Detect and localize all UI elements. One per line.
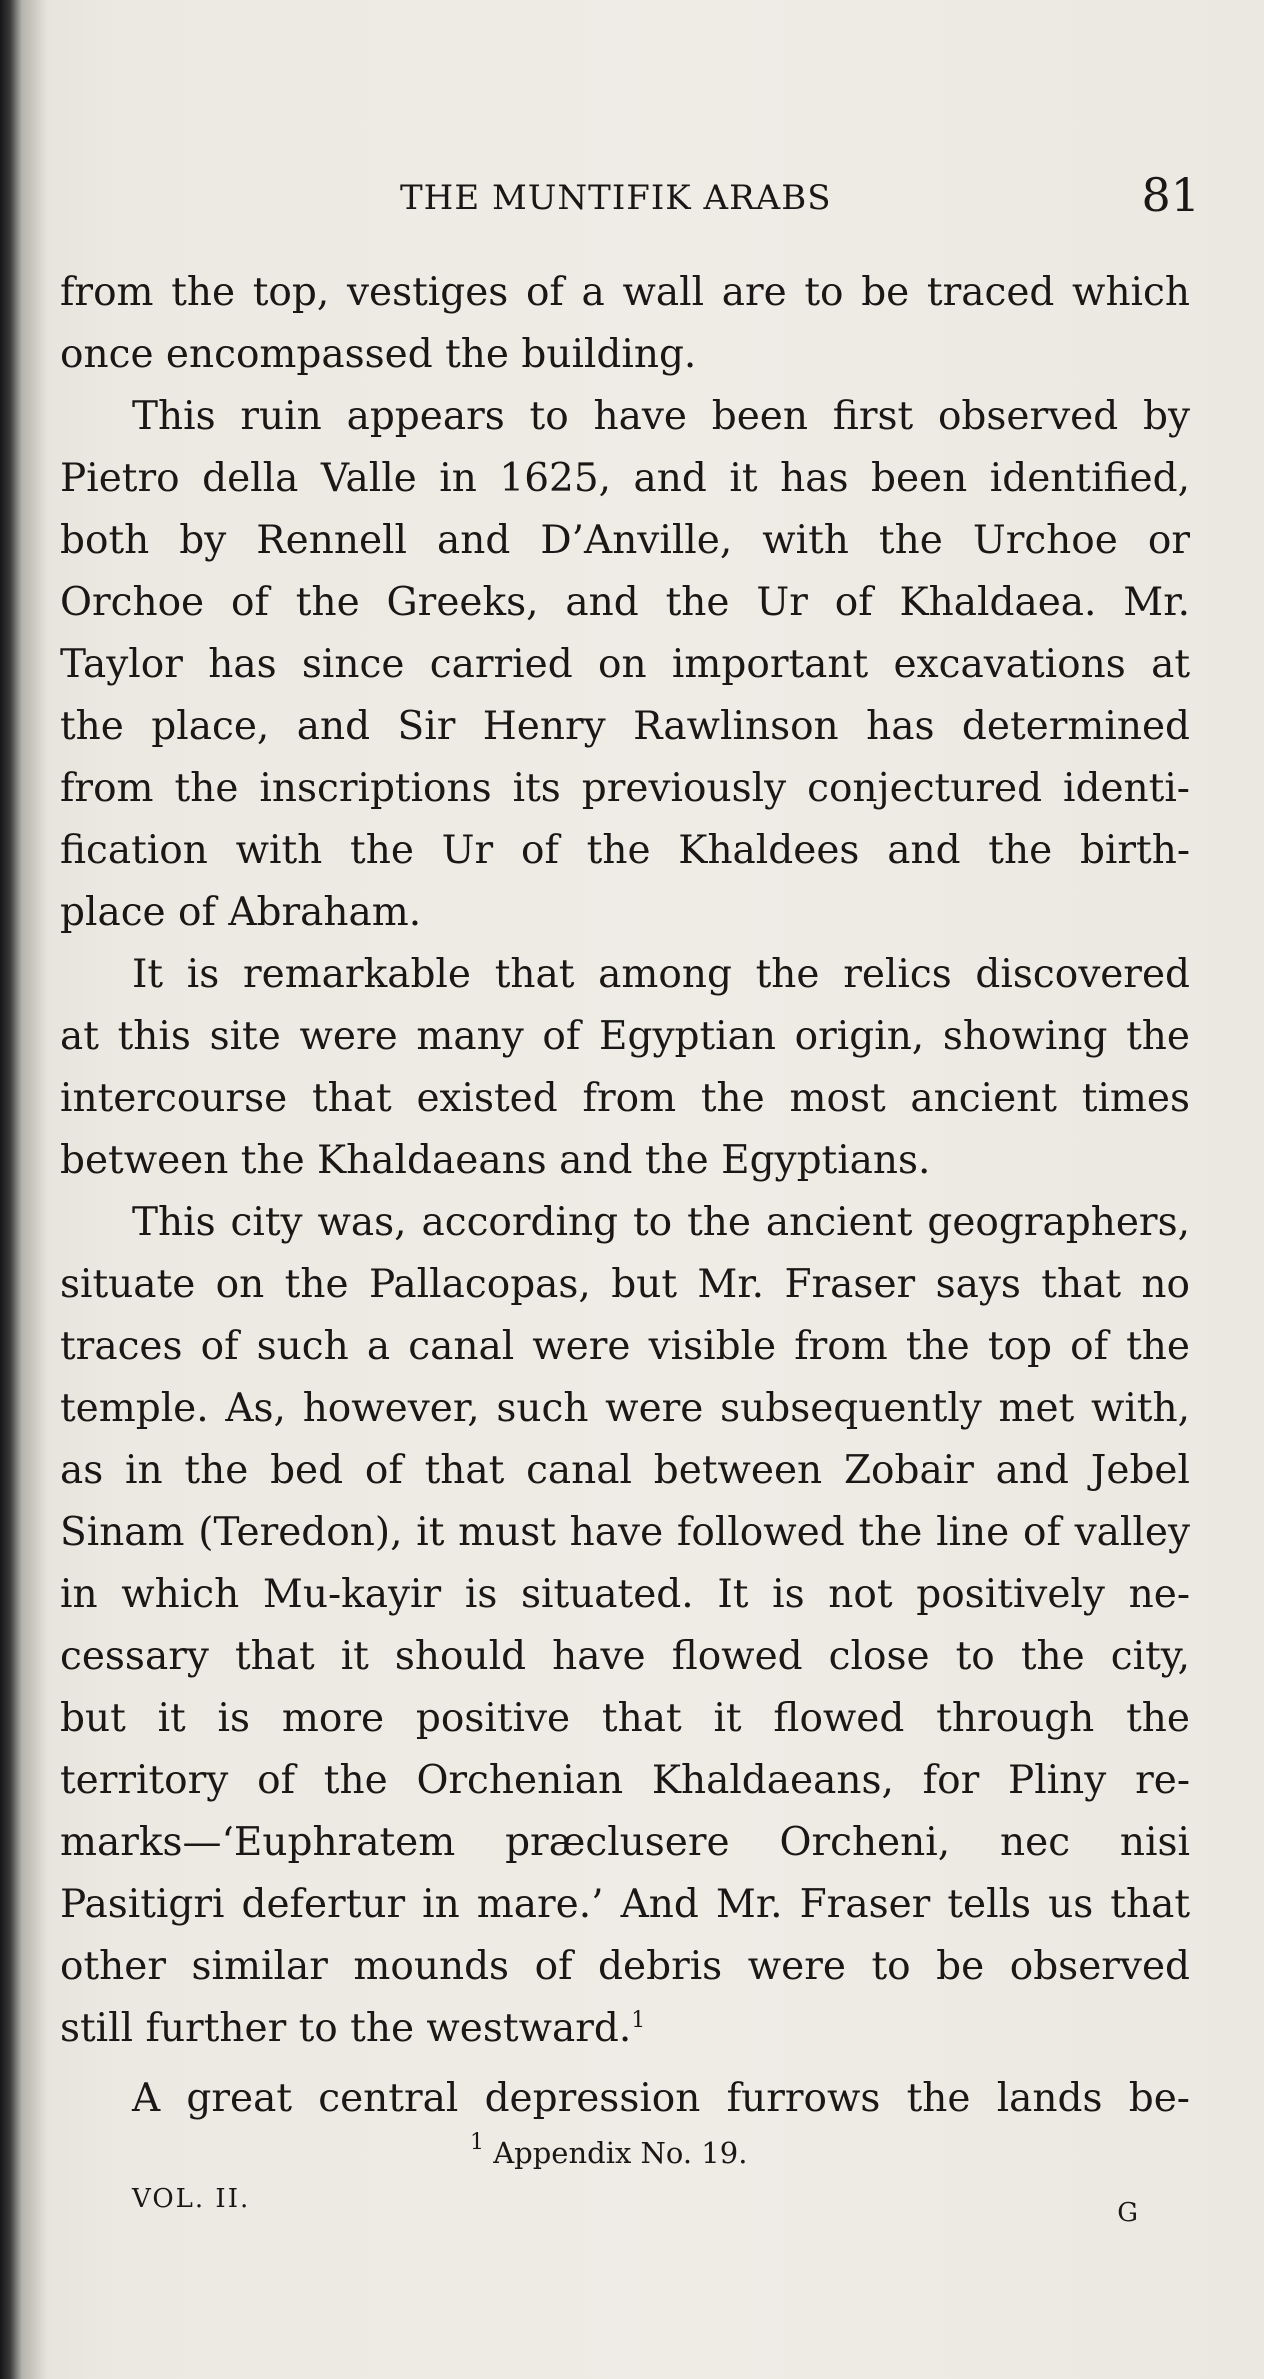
text-line: place of Abraham. xyxy=(60,890,422,935)
text-line: but it is more positive that it flowed through the xyxy=(60,1696,1190,1741)
text-line: once encompassed the building. xyxy=(60,332,697,377)
footnote-reference: 1 xyxy=(631,2008,646,2033)
running-title: THE MUNTIFIK ARABS xyxy=(400,178,832,218)
text-line: fication with the Ur of the Khaldees and the birth- xyxy=(60,828,1190,873)
text-line: temple. As, however, such were subsequently met with, xyxy=(60,1386,1190,1431)
paragraph-start-line: This city was, according to the ancient geographers, xyxy=(132,1200,1190,1245)
body-text xyxy=(60,262,1190,2130)
text-line: between the Khaldaeans and the Egyptians. xyxy=(60,1138,931,1183)
text-line: intercourse that existed from the most ancient times xyxy=(60,1076,1190,1121)
paragraph-start-line: It is remarkable that among the relics discovered xyxy=(132,952,1190,997)
volume-signature: VOL. II. xyxy=(132,2184,251,2214)
footnote xyxy=(470,2130,748,2170)
text-line: Sinam (Teredon), it must have followed the line of valley xyxy=(60,1510,1190,1555)
footnote-text: Appendix No. 19. xyxy=(493,2136,748,2170)
text-line-content: still further to the westward. xyxy=(60,2006,632,2051)
text-line: situate on the Pallacopas, but Mr. Fraser says that no xyxy=(60,1262,1190,1307)
text-line: marks—‘Euphratem præclusere Orcheni, nec nisi xyxy=(60,1820,1190,1865)
text-line xyxy=(60,1998,1190,2060)
text-line: Pietro della Valle in 1625, and it has been identified, xyxy=(60,456,1190,501)
text-line: cessary that it should have flowed close to the city, xyxy=(60,1634,1190,1679)
footnote-marker: 1 xyxy=(470,2130,484,2155)
text-line: in which Mu-kayir is situated. It is not positively ne- xyxy=(60,1572,1190,1617)
running-head xyxy=(60,168,1200,228)
text-line: at this site were many of Egyptian origin, showing the xyxy=(60,1014,1190,1059)
text-line: both by Rennell and D’Anville, with the Urchoe or xyxy=(60,518,1190,563)
text-line: traces of such a canal were visible from the top of the xyxy=(60,1324,1190,1369)
text-line: territory of the Orchenian Khaldaeans, for Pliny re- xyxy=(60,1758,1190,1803)
text-line: from the top, vestiges of a wall are to be traced which xyxy=(60,270,1190,315)
text-line: the place, and Sir Henry Rawlinson has determined xyxy=(60,704,1190,749)
text-line: Orchoe of the Greeks, and the Ur of Khaldaea. Mr. xyxy=(60,580,1190,625)
paragraph-start-line: This ruin appears to have been first observed by xyxy=(132,394,1190,439)
page-number: 81 xyxy=(1141,168,1200,222)
printer-signature xyxy=(60,2170,1190,2230)
text-line: other similar mounds of debris were to be observed xyxy=(60,1944,1190,1989)
paragraph-start-line: A great central depression furrows the lands be- xyxy=(132,2076,1190,2121)
text-line: from the inscriptions its previously conjectured identi- xyxy=(60,766,1190,811)
text-line: Pasitigri defertur in mare.’ And Mr. Fraser tells us that xyxy=(60,1882,1190,1927)
signature-letter: G xyxy=(1117,2198,1138,2228)
text-line: Taylor has since carried on important excavations at xyxy=(60,642,1190,687)
text-line: as in the bed of that canal between Zobair and Jebel xyxy=(60,1448,1190,1493)
